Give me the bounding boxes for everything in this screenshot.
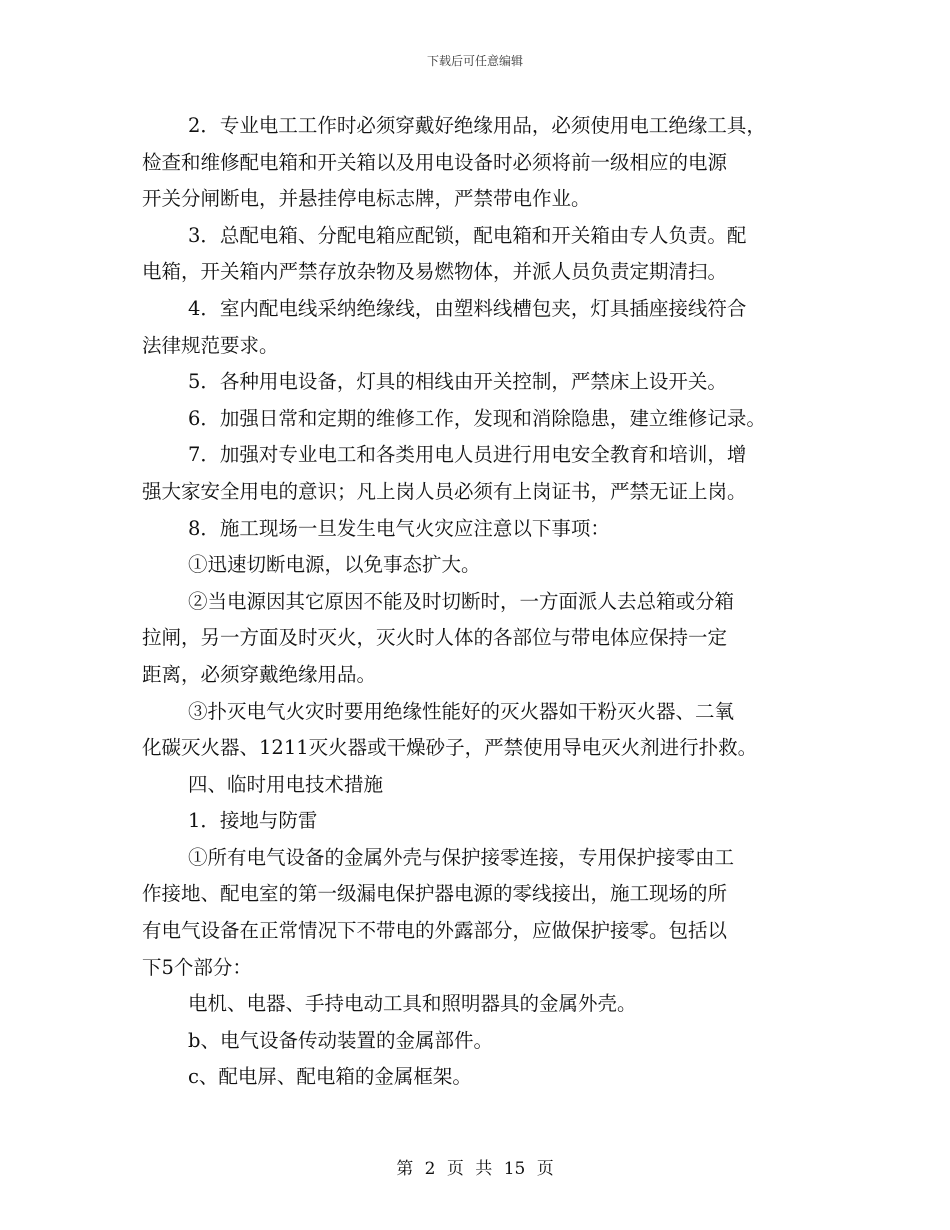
text-line: 强大家安全用电的意识；凡上岗人员必须有上岗证书，严禁无证上岗。 [142, 479, 747, 503]
text-line: 拉闸，另一方面及时灭火，灭火时人体的各部位与带电体应保持一定 [142, 626, 728, 650]
text-line: 电机、电器、手持电动工具和照明器具的金属外壳。 [188, 992, 637, 1016]
text-line: c、配电屏、配电箱的金属框架。 [188, 1065, 472, 1089]
text-line: 4．室内配电线采纳绝缘线，由塑料线槽包夹，灯具插座接线符合 [188, 296, 747, 320]
text-line: 法律规范要求。 [142, 333, 279, 357]
text-line: 7．加强对专业电工和各类用电人员进行用电安全教育和培训，增 [188, 443, 747, 467]
text-line: ②当电源因其它原因不能及时切断时，一方面派人去总箱或分箱 [188, 589, 735, 613]
text-line: 化碳灭火器、1211灭火器或干燥砂子，严禁使用导电灭火剂进行扑救。 [142, 736, 758, 760]
text-line: 5．各种用电设备，灯具的相线由开关控制，严禁床上设开关。 [188, 370, 727, 394]
text-line: 距离，必须穿戴绝缘用品。 [142, 662, 377, 686]
text-line: ③扑灭电气火灾时要用绝缘性能好的灭火器如干粉灭火器、二氧 [188, 699, 735, 723]
text-line: b、电气设备传动装置的金属部件。 [188, 1028, 493, 1052]
text-line: 作接地、配电室的第一级漏电保护器电源的零线接出，施工现场的所 [142, 882, 728, 906]
text-line: ①所有电气设备的金属外壳与保护接零连接，专用保护接零由工 [188, 845, 735, 869]
page-number: 第 2 页 共 15 页 [396, 1159, 554, 1179]
text-line: 下5个部分： [142, 955, 252, 979]
text-line: 四、临时用电技术措施 [188, 772, 384, 796]
page-header-note: 下载后可任意编辑 [426, 54, 523, 68]
text-line: ①迅速切断电源，以免事态扩大。 [188, 553, 481, 577]
text-line: 有电气设备在正常情况下不带电的外露部分，应做保护接零。包括以 [142, 919, 728, 943]
text-line: 检查和维修配电箱和开关箱以及用电设备时必须将前一级相应的电源 [142, 150, 728, 174]
text-line: 开关分闸断电，并悬挂停电标志牌，严禁带电作业。 [142, 187, 591, 211]
text-line: 8．施工现场一旦发生电气火灾应注意以下事项： [188, 516, 610, 540]
text-line: 2．专业电工工作时必须穿戴好绝缘用品，必须使用电工绝缘工具， [188, 114, 766, 137]
text-line: 6．加强日常和定期的维修工作，发现和消除隐患，建立维修记录。 [188, 406, 766, 430]
text-line: 3．总配电箱、分配电箱应配锁，配电箱和开关箱由专人负责。配 [188, 223, 747, 247]
text-line: 电箱，开关箱内严禁存放杂物及易燃物体，并派人员负责定期清扫。 [142, 260, 728, 284]
text-line: 1．接地与防雷 [188, 809, 318, 833]
document-body [142, 108, 832, 1096]
